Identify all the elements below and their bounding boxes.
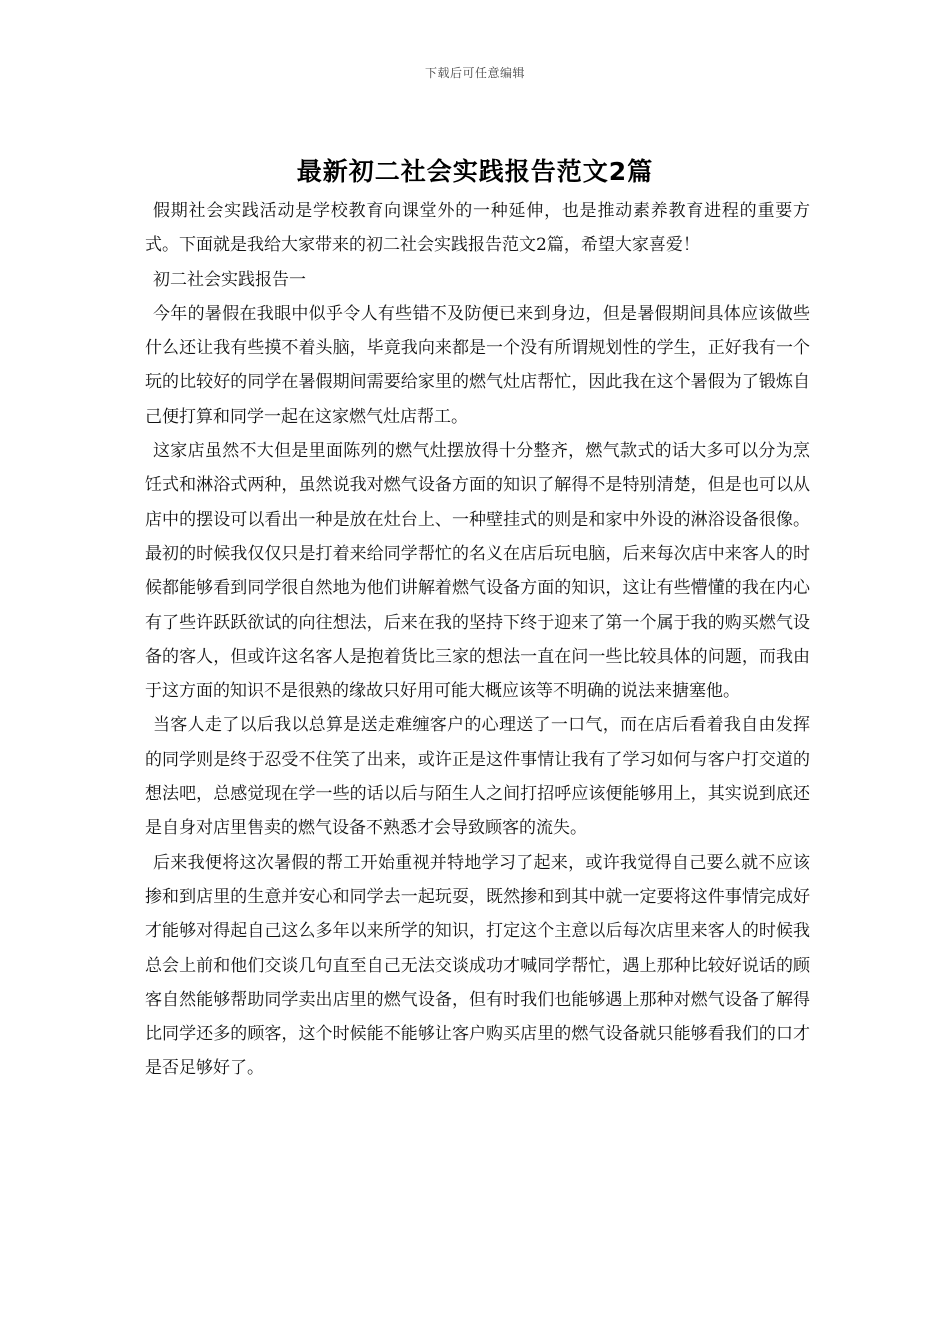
paragraph: 当客人走了以后我以总算是送走难缠客户的心理送了一口气，而在店后看着我自由发挥的同学则是终于忍受不住笑了出来，或许正是这件事情让我有了学习如何与客户打交道的想法吧，总感觉现在学一些的话以后与陌生人之间打招呼应该便能够用上，其实说到底还是自身对店里售卖的燃气设备不熟悉才会导致顾客的流失。 xyxy=(145,715,810,839)
header-note: 下载后可任意编辑 xyxy=(424,66,525,80)
paragraph-intro: 假期社会实践活动是学校教育向课堂外的一种延伸，也是推动素养教育进程的重要方式。下面就是我给大家带来的初二社会实践报告范文2篇，希望大家喜爱！ xyxy=(145,201,810,256)
document-body xyxy=(145,194,810,1086)
paragraph: 今年的暑假在我眼中似乎令人有些错不及防便已来到身边，但是暑假期间具体应该做些什么还让我有些摸不着头脑，毕竟我向来都是一个没有所谓规划性的学生，正好我有一个玩的比较好的同学在暑假期间需要给家里的燃气灶店帮忙，因此我在这个暑假为了锻炼自己便打算和同学一起在这家燃气灶店帮工。 xyxy=(145,303,810,427)
document-title: 最新初二社会实践报告范文2篇 xyxy=(296,157,654,186)
paragraph: 这家店虽然不大但是里面陈列的燃气灶摆放得十分整齐，燃气款式的话大多可以分为烹饪式和淋浴式两种，虽然说我对燃气设备方面的知识了解得不是特别清楚，但是也可以从店中的摆设可以看出一种是放在灶台上、一种壁挂式的则是和家中外设的淋浴设备很像。最初的时候我仅仅只是打着来给同学帮忙的名义在店后玩电脑，后来每次店中来客人的时候都能够看到同学很自然地为他们讲解着燃气设备方面的知识，这让有些懵懂的我在内心有了些许跃跃欲试的向往想法，后来在我的坚持下终于迎来了第一个属于我的购买燃气设备的客人，但或许这名客人是抱着货比三家的想法一直在问一些比较具体的问题，而我由于这方面的知识不是很熟的缘故只好用可能大概应该等不明确的说法来搪塞他。 xyxy=(145,441,810,702)
paragraph: 后来我便将这次暑假的帮工开始重视并特地学习了起来，或许我觉得自己要么就不应该掺和到店里的生意并安心和同学去一起玩耍，既然掺和到其中就一定要将这件事情完成好才能够对得起自己这么多年以来所学的知识，打定这个主意以后每次店里来客人的时候我总会上前和他们交谈几句直至自己无法交谈成功才喊同学帮忙，遇上那种比较好说话的顾客自然能够帮助同学卖出店里的燃气设备，但有时我们也能够遇上那种对燃气设备了解得比同学还多的顾客，这个时候能不能够让客户购买店里的燃气设备就只能够看我们的口才是否足够好了。 xyxy=(145,852,810,1079)
section-heading: 初二社会实践报告一 xyxy=(153,269,306,290)
